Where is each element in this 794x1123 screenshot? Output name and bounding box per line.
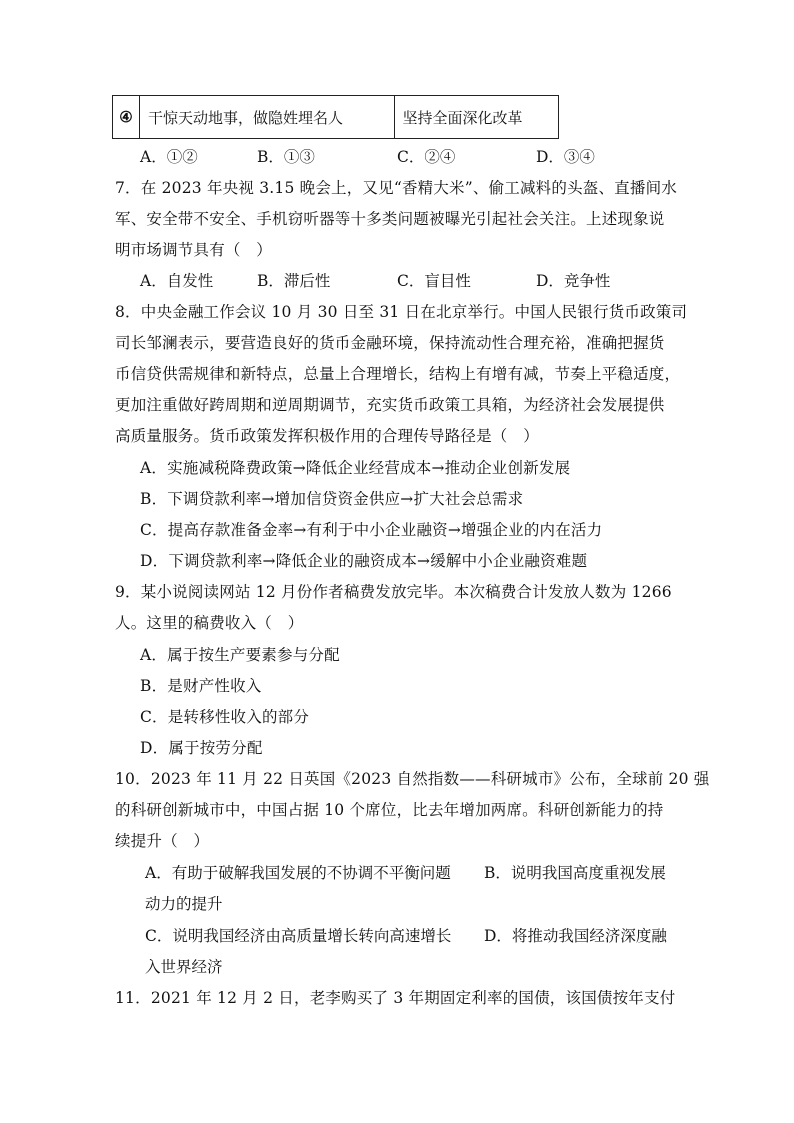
q9-option-a: A．属于按生产要素参与分配 xyxy=(140,646,340,664)
q8-stem-line-3: 币信贷供需规律和新特点，总量上合理增长，结构上有增有减，节奏上平稳适度， xyxy=(115,365,681,383)
q9-option-b: B．是财产性收入 xyxy=(140,677,262,695)
q8-stem-line-1: 8．中央金融工作会议 10 月 30 日至 31 日在北京举行。中国人民银行货币政策司 xyxy=(115,303,688,321)
q7-stem-line-3: 明市场调节具有（ ） xyxy=(115,241,273,259)
q7-option-a: A．自发性 xyxy=(140,272,214,290)
q7-option-d: D．竞争性 xyxy=(536,272,611,290)
q7-option-c: C．盲目性 xyxy=(397,272,471,290)
q6-option-d: D．③④ xyxy=(536,148,595,166)
q8-option-d: D．下调贷款利率→降低企业的融资成本→缓解中小企业融资难题 xyxy=(140,552,588,570)
q8-stem-line-4: 更加注重做好跨周期和逆周期调节，充实货币政策工具箱，为经济社会发展提供 xyxy=(115,396,665,414)
q10-option-a: A．有助于破解我国发展的不协调不平衡问题 xyxy=(145,864,451,882)
q6-option-c: C．②④ xyxy=(397,148,456,166)
q10-stem-line-1: 10．2023 年 11 月 22 日英国《2023 自然指数——科研城市》公布，全球前 20 强 xyxy=(115,770,710,788)
q6-option-b: B．①③ xyxy=(257,148,315,166)
table-cell-description: 干惊天动地事，做隐姓埋名人 xyxy=(140,96,395,139)
row-number: ④ xyxy=(113,96,140,139)
q9-option-d: D．属于按劳分配 xyxy=(140,739,263,757)
q10-option-d: D．将推动我国经济深度融 xyxy=(484,927,667,945)
q10-option-b: B．说明我国高度重视发展 xyxy=(484,864,666,882)
q8-option-c: C．提高存款准备金率→有利于中小企业融资→增强企业的内在活力 xyxy=(140,521,603,539)
q10-stem-line-3: 续提升（ ） xyxy=(115,832,210,850)
table-row xyxy=(113,96,559,139)
q10-option-d-cont: 入世界经济 xyxy=(145,958,223,976)
q9-stem-line-1: 9．某小说阅读网站 12 月份作者稿费发放完毕。本次稿费合计发放人数为 1266 xyxy=(115,583,672,601)
table-cell-meaning: 坚持全面深化改革 xyxy=(394,96,558,139)
q10-stem-line-2: 的科研创新城市中，中国占据 10 个席位，比去年增加两席。科研创新能力的持 xyxy=(115,801,664,819)
q10-option-c: C．说明我国经济由高质量增长转向高速增长 xyxy=(145,927,452,945)
answer-table-fragment xyxy=(112,95,559,139)
q7-option-b: B．滞后性 xyxy=(257,272,331,290)
q7-stem-line-2: 军、安全带不安全、手机窃听器等十多类问题被曝光引起社会关注。上述现象说 xyxy=(115,210,665,228)
q8-stem-line-2: 司长邹澜表示，要营造良好的货币金融环境，保持流动性合理充裕，准确把握货 xyxy=(115,334,665,352)
q8-option-b: B．下调贷款利率→增加信贷资金供应→扩大社会总需求 xyxy=(140,490,524,508)
q9-option-c: C．是转移性收入的部分 xyxy=(140,708,310,726)
q9-stem-line-2: 人。这里的稿费收入（ ） xyxy=(115,614,304,632)
q8-stem-line-5: 高质量服务。货币政策发挥积极作用的合理传导路径是（ ） xyxy=(115,427,539,445)
q10-option-b-cont: 动力的提升 xyxy=(145,895,223,913)
q7-stem-line-1: 7．在 2023 年央视 3.15 晚会上，又见“香精大米”、偷工减料的头盔、直播间水 xyxy=(115,179,677,197)
q11-stem-line-1: 11．2021 年 12 月 2 日，老李购买了 3 年期固定利率的国债，该国债按年支付 xyxy=(115,989,676,1007)
q6-option-a: A．①② xyxy=(140,148,198,166)
q8-option-a: A．实施减税降费政策→降低企业经营成本→推动企业创新发展 xyxy=(140,459,571,477)
